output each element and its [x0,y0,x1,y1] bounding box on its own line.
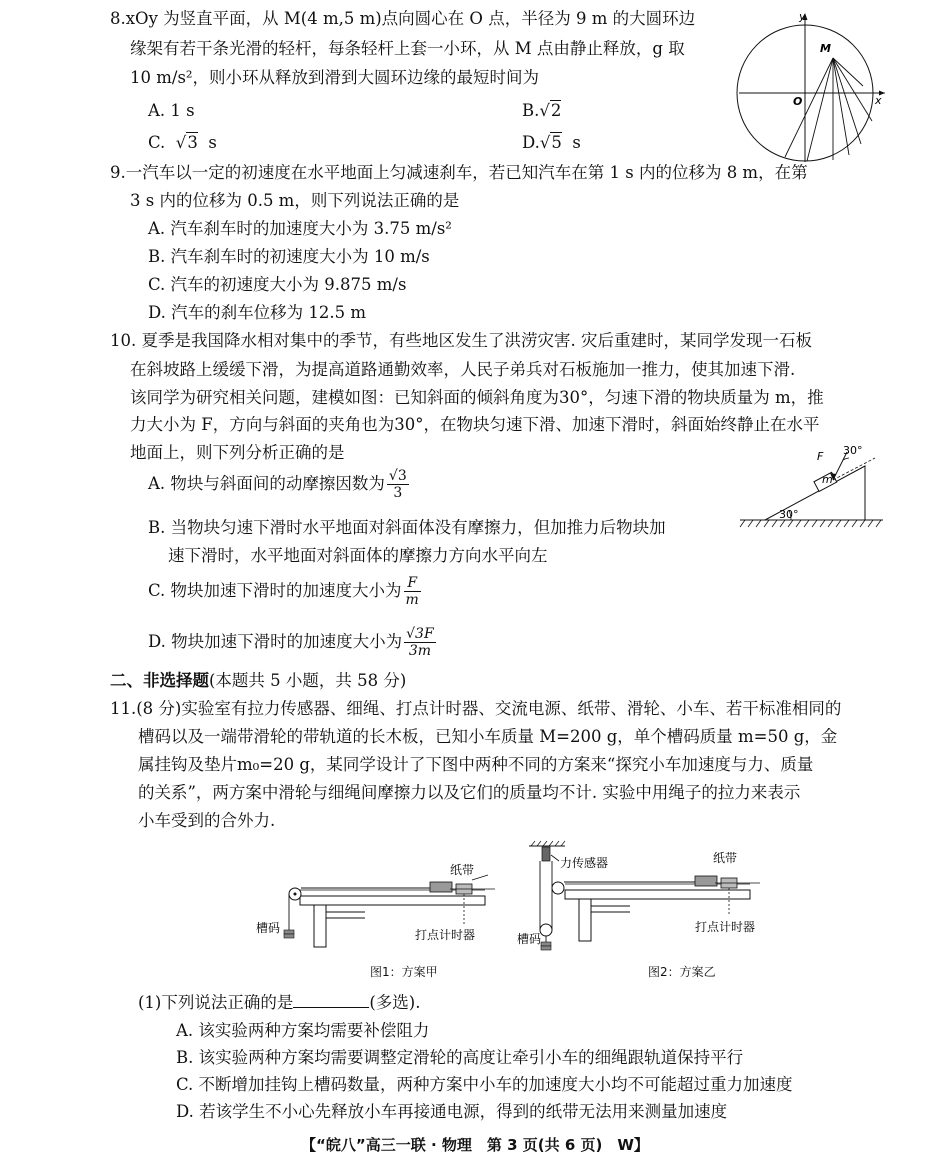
q8-option-b: B.√2 [522,101,562,120]
q8-circle-diagram [735,5,890,165]
q8-line-2: 缘架有若干条光滑的轻杆，每条轻杆上套一小环，从 M 点由静止释放，g 取 [130,39,685,58]
q10-option-b-line-1: B. 当物块匀速下滑时水平地面对斜面体没有摩擦力，但加推力后物块加 [148,518,666,537]
q10-fig-angle-base: 30° [779,508,799,521]
q11-option-a: A. 该实验两种方案均需要补偿阻力 [176,1021,430,1040]
q10-fig-f-label: F [817,450,824,463]
fig1-timer-label: 打点计时器 [415,928,476,942]
q10-fig-m-label: m [822,473,833,486]
q8-option-c: C. √3 s [148,133,217,152]
q11-figure-2 [515,840,765,960]
q11-sub1-prompt: (1)下列说法正确的是 (多选). [138,993,421,1012]
q10-line-1: 10. 夏季是我国降水相对集中的季节，有些地区发生了洪涝灾害. 灾后重建时，某同学发现一石板 [110,331,812,350]
q11-line-5: 小车受到的合外力. [138,811,276,830]
q9-option-b: B. 汽车刹车时的初速度大小为 10 m/s [148,247,430,266]
q10-option-a: A. 物块与斜面间的动摩擦因数为 $\frac{√3}{3}$ [148,468,407,501]
q10-line-2: 在斜坡路上缓缓下滑，为提高道路通勤效率，人民子弟兵对石板施加一推力，使其加速下滑. [130,360,796,379]
fig1-paper-label: 纸带 [450,863,475,877]
q11-line-3: 属挂钩及垫片m₀=20 g，某同学设计了下图中两种不同的方案来“探究小车加速度与力、质量 [138,755,814,774]
q8-fig-y-label: y [799,10,806,23]
q11-option-c: C. 不断增加挂钩上槽码数量，两种方案中小车的加速度大小均不可能超过重力加速度 [176,1075,793,1094]
q10-line-4: 力大小为 F，方向与斜面的夹角也为30°，在物块匀速下滑、加速下滑时，斜面始终静止在水平 [130,415,820,434]
q11-line-4: 的关系”，两方案中滑轮与细绳间摩擦力以及它们的质量均不计. 实验中用绳子的拉力来表示 [138,783,801,802]
q8-fig-x-label: x [875,94,882,107]
q8-fig-o-label: O [793,95,803,108]
section-2-heading: 二、非选择题(本题共 5 小题，共 58 分) [110,671,407,690]
fig2-paper-label: 纸带 [713,851,738,865]
q11-line-1: 11.(8 分)实验室有拉力传感器、细绳、打点计时器、交流电源、纸带、滑轮、小车、若干标准相同的 [110,699,842,718]
fig1-caption: 图1：方案甲 [370,965,438,979]
q9-option-a: A. 汽车刹车时的加速度大小为 3.75 m/s² [148,219,452,238]
q10-option-c: C. 物块加速下滑时的加速度大小为 $\frac{F}{m}$ [148,575,419,608]
q10-option-d: D. 物块加速下滑时的加速度大小为 $\frac{√3F}{3m}$ [148,626,434,659]
q8-option-a: A. 1 s [148,101,195,120]
fig2-caption: 图2：方案乙 [648,965,716,979]
q10-option-b-line-2: 速下滑时，水平地面对斜面体的摩擦力方向水平向左 [168,546,548,565]
fig1-weights-label: 槽码 [256,921,281,935]
q11-option-d: D. 若该学生不小心先释放小车再接通电源，得到的纸带无法用来测量加速度 [176,1102,728,1121]
q8-fig-m-label: M [820,42,831,55]
page-footer: 【“皖八”高三一联 · 物理 第 3 页(共 6 页) W】 [301,1136,649,1154]
q9-line-2: 3 s 内的位移为 0.5 m，则下列说法正确的是 [130,191,460,210]
fig2-sensor-label: 力传感器 [560,856,609,870]
q11-option-b: B. 该实验两种方案均需要调整定滑轮的高度让牵引小车的细绳跟轨道保持平行 [176,1048,744,1067]
q8-line-3: 10 m/s²，则小环从释放到滑到大圆环边缘的最短时间为 [130,68,540,87]
q11-line-2: 槽码以及一端带滑轮的带轨道的长木板，已知小车质量 M=200 g，单个槽码质量 m=50 g，金 [138,727,838,746]
q9-option-d: D. 汽车的刹车位移为 12.5 m [148,303,367,322]
q10-line-5: 地面上，则下列分析正确的是 [130,443,345,462]
q10-fig-angle-top: 30° [843,444,863,457]
q11-sub1-answer-blank[interactable] [293,993,369,1008]
q9-line-1: 9.一汽车以一定的初速度在水平地面上匀减速刹车，若已知汽车在第 1 s 内的位移为 8 m，在第 [110,163,808,182]
q10-incline-diagram [735,440,885,530]
fig2-weights-label: 槽码 [517,932,542,946]
q11-figure-1 [250,850,500,960]
q9-option-c: C. 汽车的初速度大小为 9.875 m/s [148,275,407,294]
q10-line-3: 该同学为研究相关问题，建模如图：已知斜面的倾斜角度为30°，匀速下滑的物块质量为 m，推 [130,388,824,407]
fig2-timer-label: 打点计时器 [695,920,756,934]
q8-option-d: D.√5 s [522,133,581,152]
q8-line-1: 8.xOy 为竖直平面，从 M(4 m,5 m)点向圆心在 O 点，半径为 9 m 的大圆环边 [110,9,696,28]
